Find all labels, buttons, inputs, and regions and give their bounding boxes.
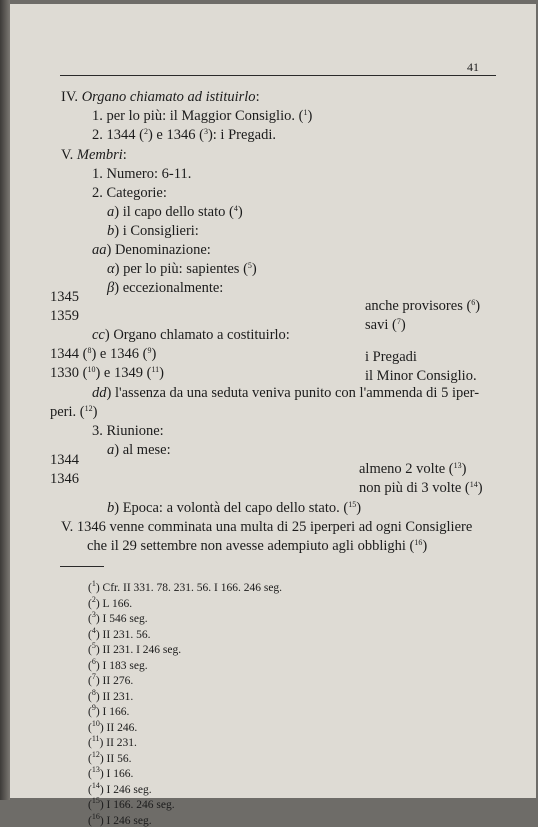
year-label: 1346 <box>50 471 79 487</box>
year-label: 1345 <box>50 289 79 305</box>
footnote: ($^8$) II 231. <box>88 687 134 703</box>
page-number: 41 <box>467 60 479 74</box>
footnote: ($^6$) I 183 seg. <box>88 656 148 672</box>
year-label: 1344 <box>50 452 79 468</box>
text-line: 1330 ($^{10}$) e 1349 ($^{11}$) <box>50 365 164 381</box>
text-line: dd) l'assenza da una seduta veniva punito con l'ammenda di 5 iper- <box>92 385 480 401</box>
text-line: b) i Consiglieri: <box>107 223 199 239</box>
text-line: 1344 ($^8$) e 1346 ($^9$) <box>50 346 157 362</box>
footnote: ($^5$) II 231. I 246 seg. <box>88 641 182 656</box>
text-line: β) eccezionalmente: <box>107 280 224 296</box>
section-heading: V. Membri: <box>61 147 127 163</box>
text-line: α) per lo più: sapientes ($^5$) <box>107 261 257 277</box>
footnote-rule <box>60 566 104 567</box>
footnote: ($^{12}$) II 56. <box>88 749 132 765</box>
text-line: almeno 2 volte ($^{13}$) <box>359 461 467 477</box>
text-line: savi ($^7$) <box>365 317 406 333</box>
text-line: anche provisores ($^6$) <box>365 298 481 314</box>
text-line: 2. 1344 ($^2$) e 1346 ($^3$): i Pregadi. <box>92 127 276 143</box>
footnote: ($^3$) I 546 seg. <box>88 610 148 625</box>
footnote: ($^9$) I 166. <box>88 703 130 718</box>
section-heading: IV. Organo chiamato ad istituirlo: <box>61 89 260 105</box>
year-label: 1359 <box>50 308 79 324</box>
footnote: ($^{15}$) I 166. 246 seg. <box>88 796 175 811</box>
footnote: ($^7$) II 276. <box>88 672 134 687</box>
text-line: a) al mese: <box>107 442 171 458</box>
footnote: ($^{10}$) II 246. <box>88 718 138 734</box>
text-line: 3. Riunione: <box>92 423 164 439</box>
section-heading: V. 1346 venne comminata una multa di 25 iperperi ad ogni Consigliere <box>61 519 473 535</box>
text-line: 2. Categorie: <box>92 185 167 201</box>
footnote: ($^{16}$) I 246 seg. <box>88 811 152 827</box>
footnote: ($^1$) Cfr. II 331. 78. 231. 56. I 166. 246 seg. <box>88 579 283 594</box>
text-line: che il 29 settembre non avesse adempiuto agli obblighi ($^{16}$) <box>87 538 428 554</box>
text-line: aa) Denominazione: <box>92 242 211 258</box>
text-line: 1. Numero: 6-11. <box>92 166 192 182</box>
footnote: ($^4$) II 231. 56. <box>88 625 151 641</box>
footnote: ($^{14}$) I 246 seg. <box>88 780 152 796</box>
header-rule <box>60 75 496 76</box>
text-line: i Pregadi <box>365 349 417 365</box>
footnote: ($^{11}$) II 231. <box>88 734 137 749</box>
text-line: cc) Organo chlamato a costituirlo: <box>92 327 290 343</box>
text-line: peri. ($^{12}$) <box>50 404 98 420</box>
text-line: b) Epoca: a volontà del capo dello stato. ($^{15}$) <box>107 500 362 516</box>
footnote: ($^2$) L 166. <box>88 594 133 610</box>
book-gutter <box>0 0 10 800</box>
text-line: il Minor Consiglio. <box>365 368 477 384</box>
footnote: ($^{13}$) I 166. <box>88 765 134 780</box>
text-line: non più di 3 volte ($^{14}$) <box>359 480 483 496</box>
text-line: 1. per lo più: il Maggior Consiglio. ($^1$) <box>92 108 313 124</box>
text-line: a) il capo dello stato ($^4$) <box>107 204 243 220</box>
book-page <box>10 4 536 827</box>
